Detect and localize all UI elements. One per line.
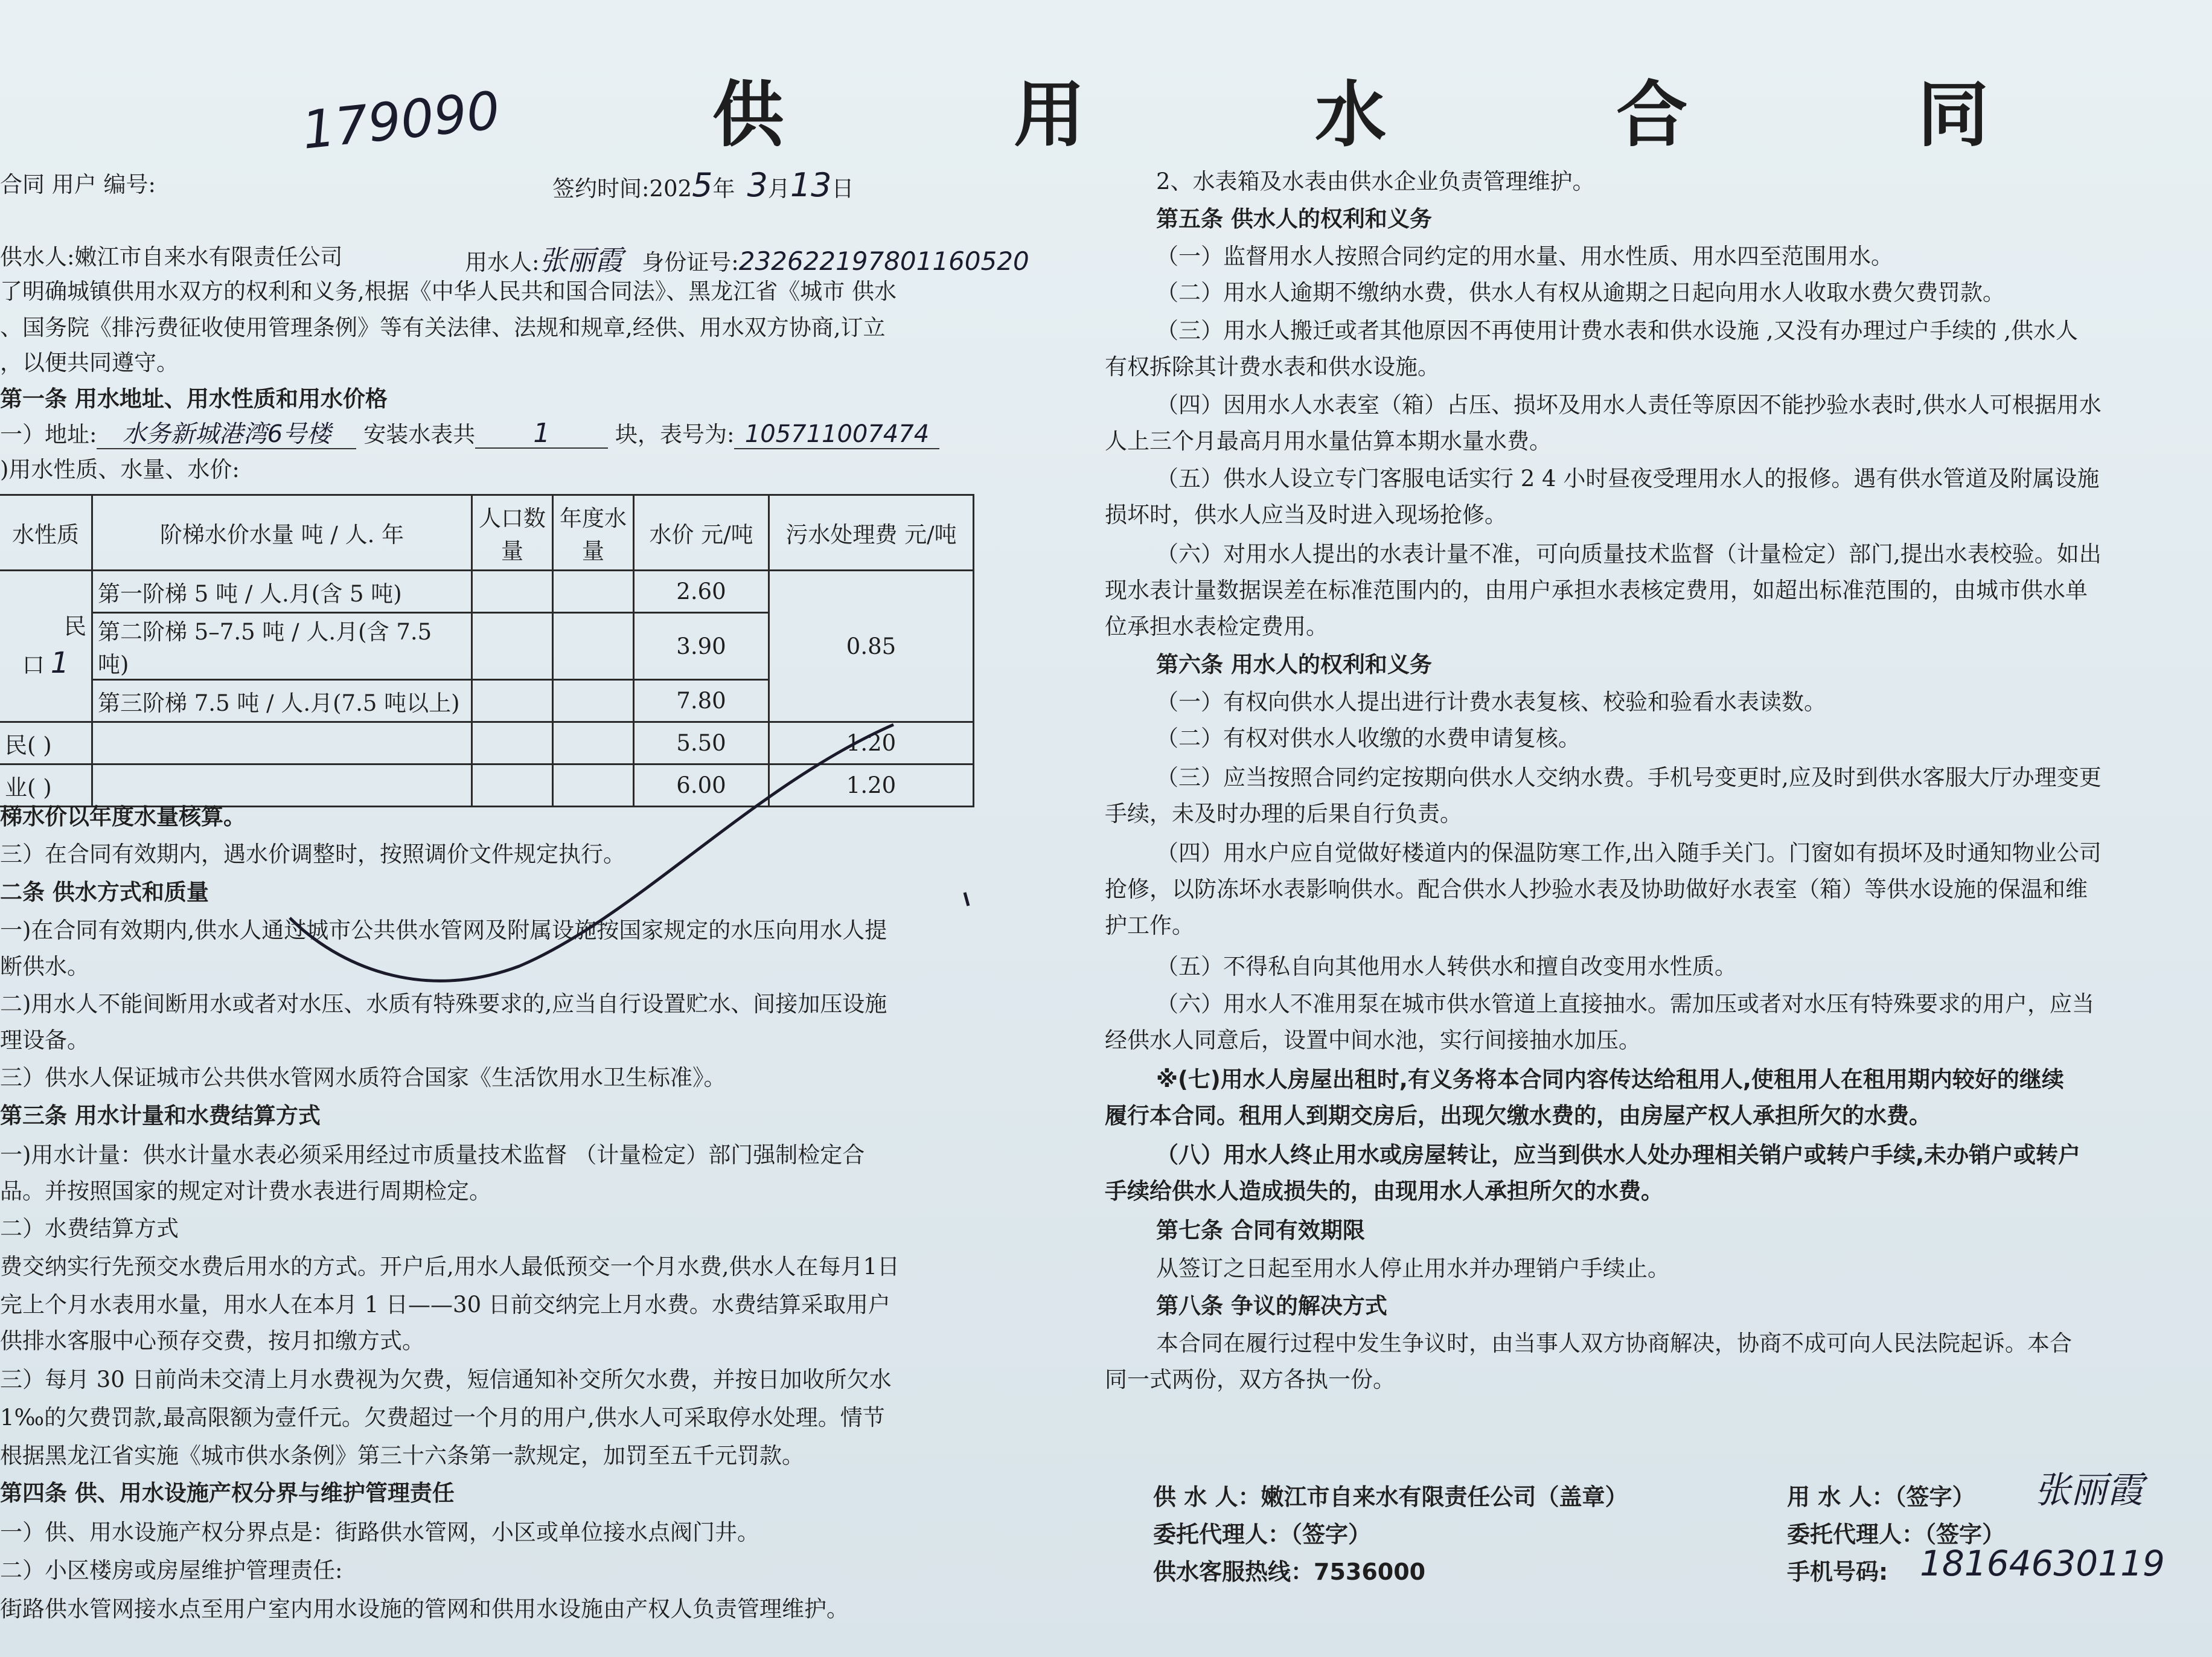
year-suffix: 年	[712, 176, 735, 202]
right-line: 经供水人同意后，设置中间水池，实行间接抽水加压。	[1105, 1027, 1641, 1053]
left-line: 一)在合同有效期内,供水人通过城市公共供水管网及附属设施按国家规定的水压向用水人提	[0, 917, 887, 943]
sign-date-year: 5	[692, 166, 713, 204]
right-bold-line: 履行本合同。租用人到期交房后，出现欠缴水费的，由房屋产权人承担所欠的水费。	[1105, 1103, 1931, 1129]
table-header: 水价 元/吨	[634, 495, 769, 571]
row-label: 民( )	[0, 722, 92, 764]
tier-label: 第二阶梯 5–7.5 吨 / 人.月(含 7.5 吨)	[92, 613, 472, 680]
intro-line-2: 、国务院《排污费征收使用管理条例》等有关法律、法规和规章,经供、用水双方协商,订立	[0, 315, 886, 341]
left-line: 三）每月 30 日前尚未交清上月水费视为欠费，短信通知补交所欠水费，并按日加收所欠水	[0, 1367, 892, 1393]
article-8-heading: 第八条 争议的解决方式	[1156, 1293, 1387, 1319]
phone-number-hand: 18164630119	[1920, 1543, 2165, 1584]
table-header: 阶梯水价水量 吨 / 人. 年	[92, 495, 472, 571]
left-line: 三）供水人保证城市公共供水管网水质符合国家《生活饮用水卫生标准》。	[0, 1065, 726, 1091]
hotline: 供水客服热线：7536000	[1153, 1559, 1426, 1585]
tier-label: 第三阶梯 7.5 吨 / 人.月(7.5 吨以上)	[92, 680, 472, 722]
resident-sewage-fee: 0.85	[769, 571, 974, 722]
month-suffix: 月	[767, 176, 790, 202]
right-line: （四）用水户应自觉做好楼道内的保温防寒工作,出入随手关门。门窗如有损坏及时通知物业公司	[1156, 840, 2102, 866]
right-bold-line: （八）用水人终止用水或房屋转让，应当到供水人处办理相关销户或转户手续,未办销户或转户	[1156, 1142, 2081, 1168]
user-signature-hand: 张丽霞	[2035, 1469, 2143, 1511]
right-line: 护工作。	[1105, 912, 1194, 938]
contract-no-label: 合同 用户 编号:	[0, 171, 156, 197]
right-line: （五）不得私自向其他用水人转供水和擅自改变用水性质。	[1156, 953, 1737, 979]
water-nature-label: )用水性质、水量、水价:	[0, 457, 240, 482]
left-line: 完上个月水表用水量，用水人在本月 1 日——30 日前交纳完上月水费。水费结算采取用户	[0, 1292, 890, 1318]
user-label: 用水人:	[465, 249, 540, 275]
right-line: 现水表计量数据误差在标准范围内的，由用户承担水表核定费用，如超出标准范围的，由城市供水单	[1105, 577, 2088, 603]
right-line: 从签订之日起至用水人停止用水并办理销户手续止。	[1156, 1255, 1670, 1281]
right-line: （四）因用水人水表室（箱）占压、损坏及用水人责任等原因不能抄验水表时,供水人可根据用水	[1156, 392, 2102, 418]
right-line: 有权拆除其计费水表和供水设施。	[1105, 354, 1440, 380]
user-signature-label: 用 水 人：（签字）	[1787, 1484, 1975, 1510]
row-price: 6.00	[634, 764, 769, 807]
tier-label: 第一阶梯 5 吨 / 人.月(含 5 吨)	[92, 571, 472, 613]
table-header: 污水处理费 元/吨	[769, 495, 974, 571]
left-line: 二)用水人不能间断用水或者对水压、水质有特殊要求的,应当自行设置贮水、间接加压设施	[0, 991, 887, 1017]
id-label: 身份证号:	[642, 249, 739, 275]
page-title: 供 用 水 合 同	[712, 72, 2092, 156]
right-line: 同一式两份，双方各执一份。	[1105, 1367, 1395, 1393]
right-line: （六）用水人不准用泵在城市供水管道上直接抽水。需加压或者对水压有特殊要求的用户，应当	[1156, 991, 2094, 1017]
intro-line-3: ，以便共同遵守。	[0, 350, 179, 376]
left-line: 断供水。	[0, 953, 89, 979]
tier-price: 3.90	[634, 613, 769, 680]
article-6-heading: 第六条 用水人的权利和义务	[1156, 652, 1432, 678]
right-line: （二）有权对供水人收缴的水费申请复核。	[1156, 725, 1581, 751]
right-bold-line: 手续给供水人造成损失的，由现用水人承担所欠的水费。	[1105, 1178, 1663, 1204]
resident-hand-value: 1	[50, 646, 69, 680]
article-2-heading: 二条 供水方式和质量	[0, 879, 209, 905]
right-bold-line: ※(七)用水人房屋出租时,有义务将本合同内容传达给租用人,使租用人在租用期内较好的继续	[1156, 1066, 2064, 1092]
left-line: 三）在合同有效期内，遇水价调整时，按照调价文件规定执行。	[0, 841, 625, 867]
supplier-agent-label: 委托代理人：（签字）	[1153, 1521, 1372, 1548]
article-7-heading: 第七条 合同有效期限	[1156, 1217, 1365, 1243]
right-line: 抢修，以防冻坏水表影响供水。配合供水人抄验水表及协助做好水表室（箱）等供水设施的保温和维	[1105, 876, 2088, 902]
right-line: （一）监督用水人按照合同约定的用水量、用水性质、用水四至范围用水。	[1156, 243, 1893, 269]
meters-count-hand: 1	[475, 420, 608, 449]
user-name-hand: 张丽霞	[539, 244, 623, 277]
left-line: 二）水费结算方式	[0, 1216, 179, 1242]
article-5-heading: 第五条 供水人的权利和义务	[1156, 206, 1432, 232]
table-header: 水性质	[0, 495, 92, 571]
right-line: 人上三个月最高月用水量估算本期水量水费。	[1105, 428, 1552, 454]
left-line: 一)用水计量：供水计量水表必须采用经过市质量技术监督 （计量检定）部门强制检定合	[0, 1142, 865, 1168]
supplier-signature-label: 供 水 人：嫩江市自来水有限责任公司（盖章）	[1153, 1484, 1628, 1510]
table-header: 年度水量	[553, 495, 634, 571]
right-line: 本合同在履行过程中发生争议时，由当事人双方协商解决，协商不成可向人民法院起诉。本合	[1156, 1330, 2072, 1356]
left-line: 根据黑龙江省实施《城市供水条例》第三十六条第一款规定，加罚至五千元罚款。	[0, 1443, 804, 1469]
left-line: 供排水客服中心预存交费，按月扣缴方式。	[0, 1328, 424, 1354]
right-line: 2、水表箱及水表由供水企业负责管理维护。	[1156, 168, 1595, 194]
row-sewage: 1.20	[769, 722, 974, 764]
right-line: （五）供水人设立专门客服电话实行 2 4 小时昼夜受理用水人的报修。遇有供水管道及附属设施	[1156, 466, 2100, 492]
row-label: 业( )	[0, 764, 92, 807]
left-line: 1‰的欠费罚款,最高限额为壹仟元。欠费超过一个月的用户,供水人可采取停水处理。情节	[0, 1405, 885, 1431]
meters-label: 安装水表共	[363, 421, 476, 447]
address-hand: 水务新城港湾6号楼	[97, 420, 356, 449]
sign-date-label: 签约时间:	[552, 176, 650, 202]
intro-line-1: 了明确城镇供用水双方的权利和义务,根据《中华人民共和国合同法》、黑龙江省《城市 供水	[0, 278, 897, 304]
right-line: 手续，未及时办理的后果自行负责。	[1105, 801, 1462, 827]
right-line: （六）对用水人提出的水表计量不准，可向质量技术监督（计量检定）部门,提出水表校验。如出	[1156, 541, 2102, 567]
right-line: （三）应当按照合同约定按期向供水人交纳水费。手机号变更时,应及时到供水客服大厅办理变更	[1156, 764, 2102, 790]
tier-note: 梯水价以年度水量核算。	[0, 804, 246, 830]
tier-price: 7.80	[634, 680, 769, 722]
resident-hand-label: 口	[22, 652, 45, 678]
sign-date-month: 3	[747, 166, 768, 204]
strike-path	[290, 725, 893, 981]
day-suffix: 日	[831, 176, 854, 202]
right-line: （二）用水人逾期不缴纳水费，供水人有权从逾期之日起向用水人收取水费欠费罚款。	[1156, 280, 2005, 306]
tier-price: 2.60	[634, 571, 769, 613]
meter-no-hand: 105711007474	[734, 420, 939, 449]
left-line: 一）供、用水设施产权分界点是：街路供水管网，小区或单位接水点阀门井。	[0, 1519, 759, 1545]
left-line: 二）小区楼房或房屋维护管理责任:	[0, 1557, 343, 1583]
left-line: 品。并按照国家的规定对计费水表进行周期检定。	[0, 1178, 491, 1204]
right-line: （一）有权向供水人提出进行计费水表复核、校验和验看水表读数。	[1156, 689, 1826, 715]
left-line: 街路供水管网接水点至用户室内用水设施的管网和供用水设施由产权人负责管理维护。	[0, 1596, 849, 1622]
row-sewage: 1.20	[769, 764, 974, 807]
table-header: 人口数量	[472, 495, 553, 571]
sign-date-day: 13	[790, 166, 832, 204]
supplier-label: 供水人:	[0, 244, 75, 270]
supplier-name: 嫩江市自来水有限责任公司	[74, 244, 343, 270]
article-4-heading: 第四条 供、用水设施产权分界与维护管理责任	[0, 1480, 455, 1506]
handwritten-contract-number: 179090	[299, 80, 503, 161]
address-label: 一）地址:	[0, 421, 97, 447]
sign-date-prefix: 202	[649, 176, 692, 202]
article-3-heading: 第三条 用水计量和水费结算方式	[0, 1103, 321, 1129]
row-price: 5.50	[634, 722, 769, 764]
right-line: （三）用水人搬迁或者其他原因不再使用计费水表和供水设施 ,又没有办理过户手续的 ,供水人	[1156, 318, 2079, 344]
right-line: 损坏时，供水人应当及时进入现场抢修。	[1105, 502, 1507, 528]
right-line: 位承担水表检定费用。	[1105, 614, 1328, 639]
article-1-heading: 第一条 用水地址、用水性质和用水价格	[0, 386, 388, 412]
left-line: 费交纳实行先预交水费后用水的方式。开户后,用水人最低预交一个月水费,供水人在每月1日	[0, 1254, 900, 1280]
tick-mark	[965, 893, 968, 906]
resident-label: 民	[64, 614, 86, 639]
user-agent-label: 委托代理人：（签字）	[1787, 1521, 2006, 1548]
id-number-hand: 2326221978011605​20	[738, 246, 1029, 276]
meters-suffix: 块，表号为:	[615, 421, 735, 447]
left-line: 理设备。	[0, 1027, 89, 1053]
phone-label: 手机号码:	[1787, 1559, 1888, 1585]
